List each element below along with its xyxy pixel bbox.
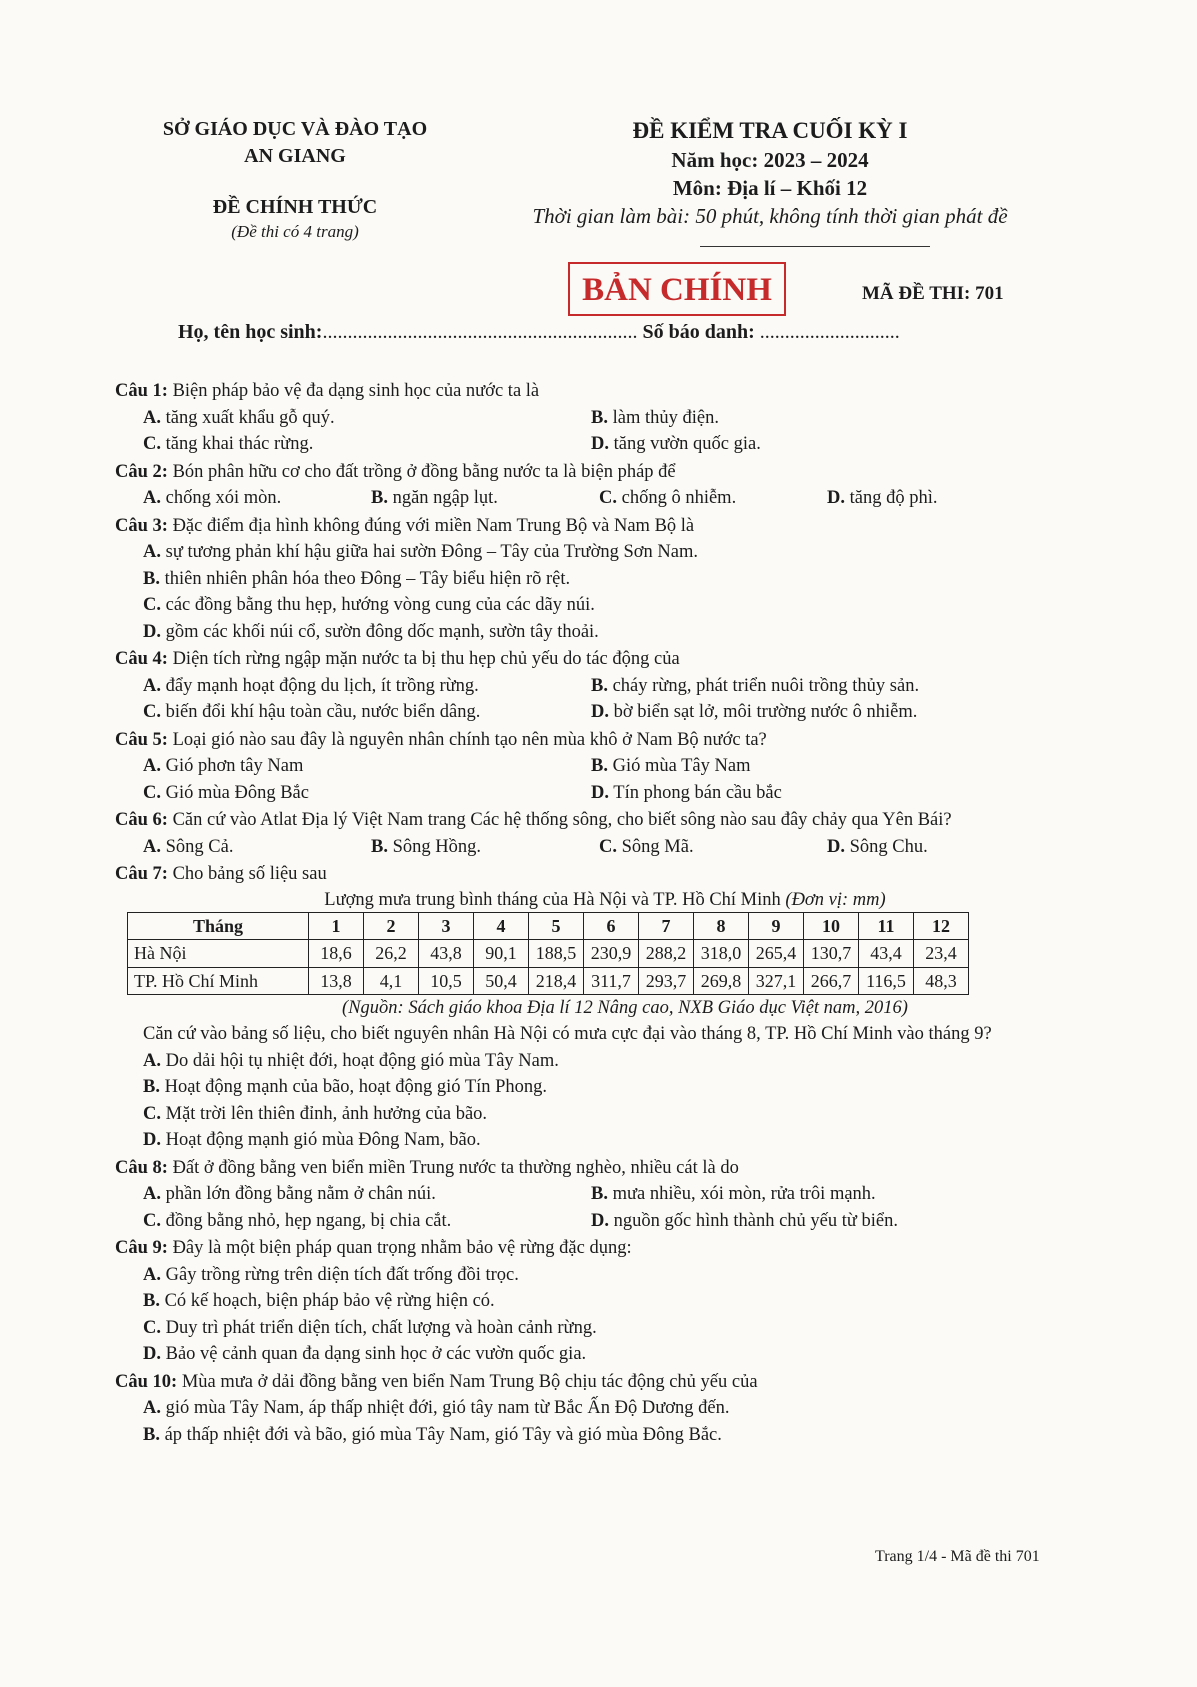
- option-d: D. Sông Chu.: [827, 836, 928, 857]
- option-c: C. biến đổi khí hậu toàn cầu, nước biển dâng.: [143, 702, 481, 722]
- option-a: A. Gây trồng rừng trên diện tích đất trống đồi trọc.: [143, 1264, 519, 1285]
- option-d: D. Tín phong bán cầu bắc: [591, 782, 782, 803]
- question-stem: Loại gió nào sau đây là nguyên nhân chính tạo nên mùa khô ở Nam Bộ nước ta?: [172, 729, 767, 750]
- question-9: [115, 1235, 1075, 1368]
- table-unit: (Đơn vị: mm): [785, 889, 886, 910]
- table-cell: 218,4: [529, 967, 584, 995]
- option-b: B. áp thấp nhiệt đới và bão, gió mùa Tây Nam, gió Tây và gió mùa Đông Bắc.: [143, 1424, 722, 1445]
- question-stem: Cho bảng số liệu sau: [172, 864, 327, 884]
- table-header-cell: 6: [584, 912, 639, 940]
- table-cell: Hà Nội: [128, 940, 309, 968]
- question-stem: Biện pháp bảo vệ đa dạng sinh học của nước ta là: [172, 381, 540, 401]
- option-a: A. sự tương phản khí hậu giữa hai sườn Đông – Tây của Trường Sơn Nam.: [143, 542, 699, 562]
- table-caption: Lượng mưa trung bình tháng của Hà Nội và TP. Hồ Chí Minh (Đơn vị: mm): [324, 889, 886, 910]
- org-name-line1: SỞ GIÁO DỤC VÀ ĐÀO TẠO: [162, 118, 428, 140]
- question-stem: Đây là một biện pháp quan trọng nhằm bảo vệ rừng đặc dụng:: [172, 1238, 632, 1258]
- option-b: B. thiên nhiên phân hóa theo Đông – Tây biểu hiện rõ rệt.: [143, 568, 571, 589]
- option-c: C. các đồng bằng thu hẹp, hướng vòng cung của các dãy núi.: [143, 595, 595, 615]
- table-cell: 293,7: [639, 967, 694, 995]
- question-number: Câu 7:: [115, 864, 168, 884]
- option-d: D. gồm các khối núi cổ, sườn đông dốc mạnh, sườn tây thoải.: [143, 621, 599, 642]
- option-d: D. Bảo vệ cảnh quan đa dạng sinh học ở các vườn quốc gia.: [143, 1344, 587, 1364]
- question-number: Câu 1:: [115, 381, 168, 401]
- question-number: Câu 4:: [115, 649, 168, 669]
- table-cell: 13,8: [309, 967, 364, 995]
- table-header-cell: 5: [529, 912, 584, 940]
- student-info-line: [178, 321, 1018, 344]
- option-b: B. ngăn ngập lụt.: [371, 488, 498, 508]
- table-cell: 288,2: [639, 940, 694, 968]
- table-cell: 311,7: [584, 967, 639, 995]
- question-stem: Đặc điểm địa hình không đúng với miền Nam Trung Bộ và Nam Bộ là: [172, 515, 695, 536]
- table-row: [128, 940, 969, 968]
- table-cell: 43,8: [419, 940, 474, 968]
- table-cell: 266,7: [804, 967, 859, 995]
- table-header-cell: 9: [749, 912, 804, 940]
- exam-title: ĐỀ KIỂM TRA CUỐI KỲ I: [632, 118, 908, 143]
- option-d: D. tăng độ phì.: [827, 488, 938, 508]
- table-header-cell: 2: [364, 912, 419, 940]
- question-number: Câu 5:: [115, 729, 168, 750]
- table-cell: 50,4: [474, 967, 529, 995]
- option-d: D. bờ biển sạt lở, môi trường nước ô nhiễm.: [591, 702, 918, 722]
- table-header-cell: 3: [419, 912, 474, 940]
- table-cell: 327,1: [749, 967, 804, 995]
- table-header-cell: 8: [694, 912, 749, 940]
- page-footer: Trang 1/4 - Mã đề thi 701: [875, 1548, 1040, 1565]
- question-number: Câu 9:: [115, 1238, 168, 1258]
- option-c: C. Duy trì phát triển diện tích, chất lượng và hoàn cảnh rừng.: [143, 1317, 597, 1338]
- option-b: B. mưa nhiều, xói mòn, rửa trôi mạnh.: [591, 1184, 876, 1204]
- question-stem: Đất ở đồng bằng ven biển miền Trung nước ta thường nghèo, nhiều cát là do: [172, 1157, 739, 1178]
- question-6: [115, 807, 1075, 860]
- table-cell: 43,4: [859, 940, 914, 968]
- table-row: [128, 967, 969, 995]
- option-d: D. nguồn gốc hình thành chủ yếu từ biển.: [591, 1210, 899, 1231]
- option-b: B. Sông Hồng.: [371, 836, 481, 857]
- table-cell: 318,0: [694, 940, 749, 968]
- option-b: B. Có kế hoạch, biện pháp bảo vệ rừng hiện có.: [143, 1291, 495, 1311]
- table-cell: 265,4: [749, 940, 804, 968]
- student-name-label: Họ, tên học sinh:: [178, 321, 323, 343]
- table-cell: 10,5: [419, 967, 474, 995]
- option-d: D. Hoạt động mạnh gió mùa Đông Nam, bão.: [143, 1130, 481, 1150]
- option-b: B. Gió mùa Tây Nam: [591, 756, 751, 776]
- option-d: D. tăng vườn quốc gia.: [591, 434, 761, 454]
- table-cell: 90,1: [474, 940, 529, 968]
- question-stem: Căn cứ vào Atlat Địa lý Việt Nam trang Các hệ thống sông, cho biết sông nào sau đây chảy qua Yên Bái?: [172, 810, 952, 830]
- table-cell: 116,5: [859, 967, 914, 995]
- option-b: B. làm thủy điện.: [591, 407, 719, 428]
- table-cell: 18,6: [309, 940, 364, 968]
- time-note: Thời gian làm bài: 50 phút, không tính thời gian phát đề: [532, 204, 1008, 228]
- question-number: Câu 8:: [115, 1157, 168, 1178]
- question-1: [115, 378, 1075, 458]
- exam-code: MÃ ĐỀ THI: 701: [862, 283, 1004, 304]
- question-5: [115, 727, 1075, 807]
- table-cell: TP. Hồ Chí Minh: [128, 967, 309, 995]
- table-cell: 26,2: [364, 940, 419, 968]
- table-header-cell: 7: [639, 912, 694, 940]
- option-c: C. Gió mùa Đông Bắc: [143, 782, 309, 803]
- option-b: B. cháy rừng, phát triển nuôi trồng thủy sản.: [591, 675, 920, 696]
- question-10: [115, 1369, 1075, 1449]
- option-c: C. Sông Mã.: [599, 836, 694, 857]
- question-number: Câu 3:: [115, 515, 168, 536]
- question-stem: Diện tích rừng ngập mặn nước ta bị thu hẹp chủ yếu do tác động của: [172, 649, 680, 669]
- option-c: C. chống ô nhiễm.: [599, 488, 737, 508]
- table-header-cell: 4: [474, 912, 529, 940]
- org-name-line2: AN GIANG: [244, 145, 346, 167]
- table-cell: 230,9: [584, 940, 639, 968]
- table-header-cell: 11: [859, 912, 914, 940]
- question-stem: Mùa mưa ở dải đồng bằng ven biển Nam Trung Bộ chịu tác động chủ yếu của: [181, 1371, 758, 1392]
- question-number: Câu 6:: [115, 810, 168, 830]
- table-cell: 188,5: [529, 940, 584, 968]
- official-label: ĐỀ CHÍNH THỨC: [212, 196, 378, 218]
- student-name-blank: ...............................................................: [322, 321, 638, 343]
- option-a: A. Sông Cả.: [143, 836, 234, 857]
- question-text: Căn cứ vào bảng số liệu, cho biết nguyên nhân Hà Nội có mưa cực đại vào tháng 8, TP. Hồ Chí Minh vào tháng 9?: [143, 1024, 992, 1044]
- table-cell: 4,1: [364, 967, 419, 995]
- table-header-cell: 10: [804, 912, 859, 940]
- questions-area: [115, 378, 1075, 1449]
- option-c: C. tăng khai thác rừng.: [143, 434, 314, 454]
- option-a: A. chống xói mòn.: [143, 488, 282, 508]
- option-a: A. gió mùa Tây Nam, áp thấp nhiệt đới, gió tây nam từ Bắc Ấn Độ Dương đến.: [143, 1398, 730, 1418]
- table-header-cell: Tháng: [128, 912, 309, 940]
- option-b: B. Hoạt động mạnh của bão, hoạt động gió Tín Phong.: [143, 1077, 548, 1097]
- question-stem: Bón phân hữu cơ cho đất trồng ở đồng bằng nước ta là biện pháp để: [172, 461, 676, 482]
- question-number: Câu 10:: [115, 1371, 178, 1392]
- question-number: Câu 2:: [115, 461, 168, 482]
- rainfall-table: [127, 912, 969, 996]
- option-c: C. đồng bằng nhỏ, hẹp ngang, bị chia cắt.: [143, 1210, 452, 1231]
- table-header-cell: 12: [914, 912, 969, 940]
- question-4: [115, 646, 1075, 726]
- table-cell: 23,4: [914, 940, 969, 968]
- school-year: Năm học: 2023 – 2024: [671, 148, 869, 172]
- question-2: [115, 459, 1075, 512]
- candidate-number-label: Số báo danh:: [642, 321, 755, 343]
- table-cell: 48,3: [914, 967, 969, 995]
- table-source: (Nguồn: Sách giáo khoa Địa lí 12 Nâng cao, NXB Giáo dục Việt nam, 2016): [342, 998, 908, 1018]
- option-a: A. đẩy mạnh hoạt động du lịch, ít trồng rừng.: [143, 675, 479, 696]
- question-7: [115, 861, 1075, 1154]
- table-header-row: [128, 912, 969, 940]
- subject-line: Môn: Địa lí – Khối 12: [672, 176, 868, 200]
- option-a: A. phần lớn đồng bằng nằm ở chân núi.: [143, 1184, 436, 1204]
- header-rule: [700, 246, 930, 247]
- question-3: [115, 513, 1075, 646]
- option-a: A. tăng xuất khẩu gỗ quý.: [143, 407, 335, 428]
- table-cell: 130,7: [804, 940, 859, 968]
- question-8: [115, 1155, 1075, 1235]
- table-header-cell: 1: [309, 912, 364, 940]
- option-a: A. Do dải hội tụ nhiệt đới, hoạt động gió mùa Tây Nam.: [143, 1050, 559, 1071]
- table-cell: 269,8: [694, 967, 749, 995]
- official-copy-stamp: BẢN CHÍNH: [568, 262, 786, 316]
- option-c: C. Mặt trời lên thiên đỉnh, ảnh hưởng của bão.: [143, 1103, 488, 1124]
- candidate-number-blank: ............................: [759, 321, 900, 343]
- option-a: A. Gió phơn tây Nam: [143, 756, 304, 776]
- pages-note: (Đề thi có 4 trang): [231, 222, 359, 241]
